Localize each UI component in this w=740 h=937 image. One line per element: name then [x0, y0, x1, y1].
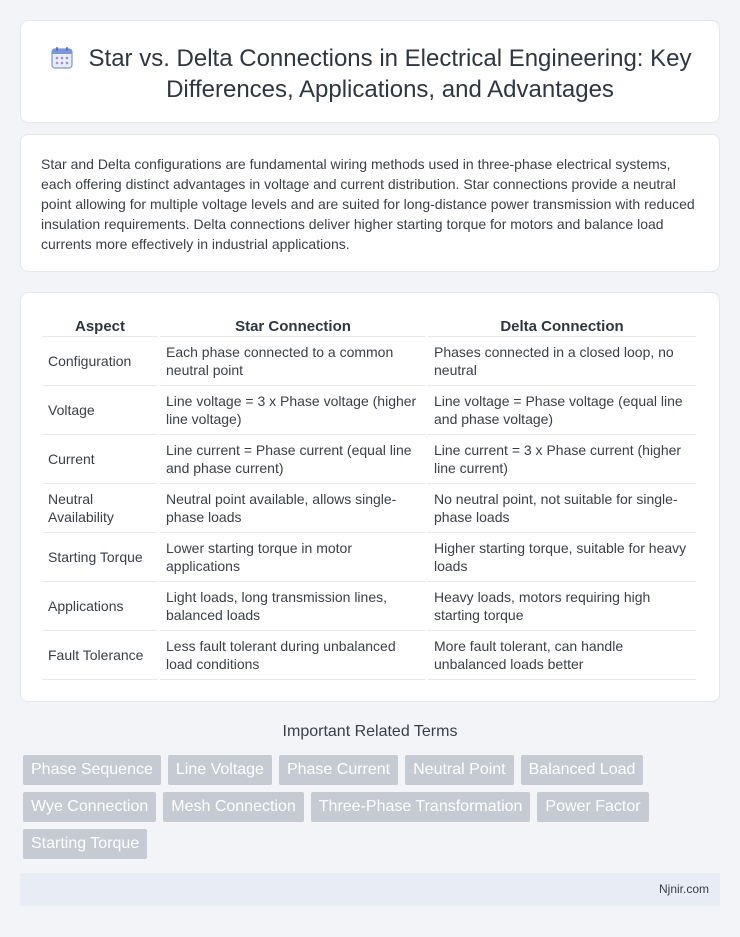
row-star: Lower starting torque in motor applications	[160, 533, 426, 582]
table-row	[42, 435, 696, 484]
table-row	[42, 631, 696, 680]
table-header-row	[42, 315, 696, 337]
row-star: Light loads, long transmission lines, balanced loads	[160, 582, 426, 631]
row-star: Each phase connected to a common neutral point	[160, 337, 426, 386]
header-delta: Delta Connection	[428, 315, 696, 337]
table-row	[42, 386, 696, 435]
tag-starting-torque[interactable]: Starting Torque	[23, 829, 147, 859]
row-delta: Higher starting torque, suitable for heavy loads	[428, 533, 696, 582]
tag-phase-sequence[interactable]: Phase Sequence	[23, 755, 161, 785]
table-row	[42, 337, 696, 386]
row-delta: No neutral point, not suitable for single-phase loads	[428, 484, 696, 533]
related-terms-title: Important Related Terms	[282, 723, 458, 740]
row-delta: Heavy loads, motors requiring high starting torque	[428, 582, 696, 631]
intro-paragraph: Star and Delta configurations are fundamental wiring methods used in three-phase electrical systems, each offering distinct advantages in voltage and current distribution. Star connections provide a neutral point allowing for multiple voltage levels and are suited for long-distance power transmission with reduced insulation requirements. Delta connections deliver higher starting torque for motors and balance load currents more effectively in industrial applications.	[41, 156, 695, 252]
row-aspect: Current	[42, 435, 158, 484]
calendar-icon	[49, 45, 75, 71]
tag-power-factor[interactable]: Power Factor	[537, 792, 648, 822]
row-aspect: Neutral Availability	[42, 484, 158, 533]
title-card	[20, 20, 720, 123]
header-aspect: Aspect	[42, 315, 158, 337]
row-delta: Line current = 3 x Phase current (higher line current)	[428, 435, 696, 484]
comparison-table	[40, 315, 698, 680]
intro-card	[20, 134, 720, 272]
tag-three-phase-transformation[interactable]: Three-Phase Transformation	[311, 792, 531, 822]
row-aspect: Configuration	[42, 337, 158, 386]
tag-phase-current[interactable]: Phase Current	[279, 755, 398, 785]
row-delta: More fault tolerant, can handle unbalanced loads better	[428, 631, 696, 680]
row-aspect: Applications	[42, 582, 158, 631]
tag-neutral-point[interactable]: Neutral Point	[405, 755, 514, 785]
header-star: Star Connection	[160, 315, 426, 337]
tag-line-voltage[interactable]: Line Voltage	[168, 755, 272, 785]
row-star: Line voltage = 3 x Phase voltage (higher line voltage)	[160, 386, 426, 435]
comparison-card	[20, 292, 720, 702]
table-row	[42, 582, 696, 631]
tag-wye-connection[interactable]: Wye Connection	[23, 792, 156, 822]
footer-site-link[interactable]: Njnir.com	[658, 882, 709, 896]
row-aspect: Fault Tolerance	[42, 631, 158, 680]
row-delta: Phases connected in a closed loop, no neutral	[428, 337, 696, 386]
row-star: Less fault tolerant during unbalanced load conditions	[160, 631, 426, 680]
footer	[20, 873, 720, 906]
row-star: Line current = Phase current (equal line and phase current)	[160, 435, 426, 484]
row-aspect: Voltage	[42, 386, 158, 435]
tag-balanced-load[interactable]: Balanced Load	[521, 755, 644, 785]
row-delta: Line voltage = Phase voltage (equal line and phase voltage)	[428, 386, 696, 435]
table-row	[42, 533, 696, 582]
page-title: Star vs. Delta Connections in Electrical Engineering: Key Differences, Applications, and Advantages	[88, 45, 692, 103]
related-terms-list	[23, 755, 723, 859]
tag-mesh-connection[interactable]: Mesh Connection	[163, 792, 304, 822]
table-row	[42, 484, 696, 533]
row-star: Neutral point available, allows single-phase loads	[160, 484, 426, 533]
row-aspect: Starting Torque	[42, 533, 158, 582]
